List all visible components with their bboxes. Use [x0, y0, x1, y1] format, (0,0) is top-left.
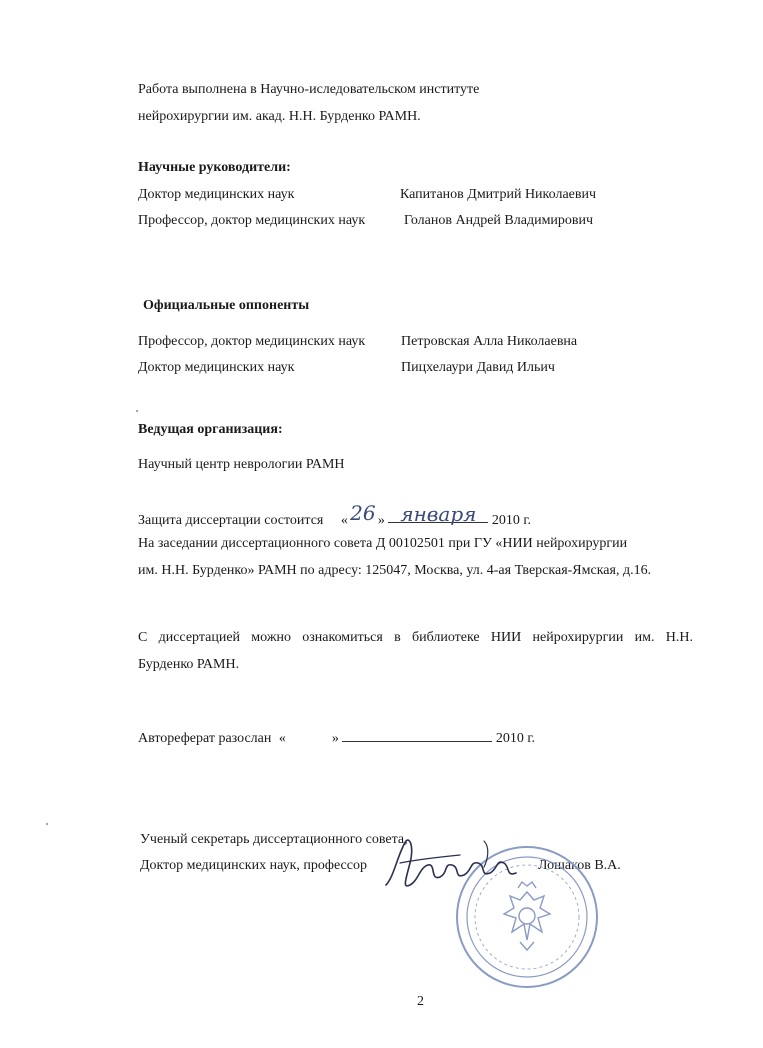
- library-line-2: Бурденко РАМН.: [138, 657, 240, 672]
- supervisor-1-title: Доктор медицинских наук: [138, 187, 295, 202]
- defense-line-2: На заседании диссертационного совета Д 00102501 при ГУ «НИИ нейрохирургии: [138, 536, 628, 551]
- intro-line-1: Работа выполнена в Научно-иследовательском институте: [138, 82, 480, 97]
- signature-icon: [380, 833, 530, 898]
- defense-day-handwritten: 26: [350, 501, 376, 525]
- defense-month-handwritten: января: [388, 506, 488, 523]
- defense-close-quote: »: [377, 513, 385, 528]
- scan-speck: [46, 823, 48, 825]
- page-number: 2: [417, 994, 424, 1009]
- opponent-1-title: Профессор, доктор медицинских наук: [138, 334, 366, 349]
- intro-line-2: нейрохирургии им. акад. Н.Н. Бурденко РАМН.: [138, 109, 421, 124]
- defense-prefix: Защита диссертации состоится: [138, 513, 324, 528]
- defense-line-1: [138, 501, 532, 529]
- opponent-1-name: Петровская Алла Николаевна: [401, 334, 578, 349]
- defense-open-quote: «: [340, 513, 348, 528]
- mailing-open-quote: «: [278, 731, 286, 746]
- mailing-line: [138, 727, 535, 747]
- defense-year: 2010 г.: [491, 513, 532, 528]
- supervisors-heading: Научные руководители:: [138, 160, 291, 175]
- secretary-line-1: Ученый секретарь диссертационного совета,: [140, 832, 408, 847]
- opponents-heading: Официальные оппоненты: [143, 298, 310, 313]
- library-line-1: С диссертацией можно ознакомиться в библиотеке НИИ нейрохирургии им. Н.Н.: [138, 630, 693, 645]
- opponent-2-name: Пицхелаури Давид Ильич: [401, 360, 555, 375]
- mailing-close-quote: »: [331, 731, 339, 746]
- supervisor-1-name: Капитанов Дмитрий Николаевич: [400, 187, 597, 202]
- leading-org-heading: Ведущая организация:: [138, 422, 283, 437]
- leading-org-name: Научный центр неврологии РАМН: [138, 457, 345, 472]
- opponent-2-title: Доктор медицинских наук: [138, 360, 295, 375]
- mailing-month-blank: [342, 727, 492, 742]
- mailing-prefix: Автореферат разослан: [138, 731, 272, 746]
- secretary-line-2: Доктор медицинских наук, профессор: [140, 858, 367, 873]
- scan-speck: [136, 410, 138, 412]
- secretary-name: Лошаков В.А.: [538, 858, 621, 873]
- supervisor-2-title: Профессор, доктор медицинских наук: [138, 213, 366, 228]
- supervisor-2-name: Голанов Андрей Владимирович: [404, 213, 594, 228]
- defense-line-3: им. Н.Н. Бурденко» РАМН по адресу: 125047, Москва, ул. 4-ая Тверская-Ямская, д.16.: [138, 563, 652, 578]
- mailing-year: 2010 г.: [495, 731, 536, 746]
